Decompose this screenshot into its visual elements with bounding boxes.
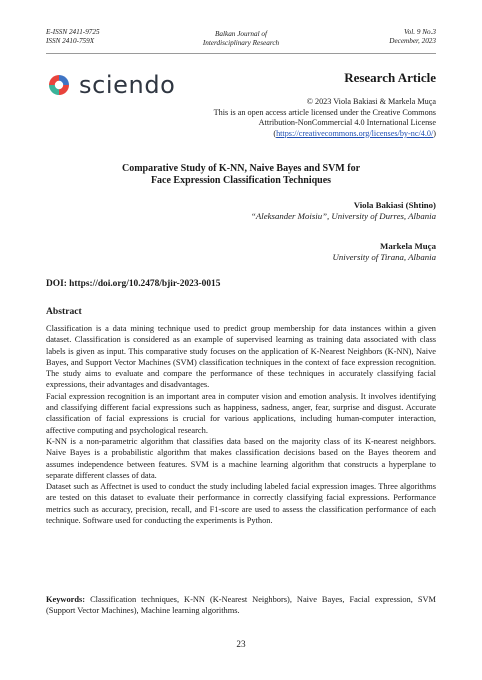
abstract-body — [46, 323, 436, 526]
author-2 — [333, 241, 436, 263]
sciendo-logo — [46, 72, 175, 98]
issn: ISSN 2410-759X — [46, 37, 95, 46]
keywords — [46, 594, 436, 617]
license-block — [214, 97, 436, 139]
title-line-1: Comparative Study of K-NN, Naive Bayes and SVM for — [121, 163, 361, 174]
journal-line-1: Balkan Journal of — [215, 30, 267, 38]
link-close-paren: ) — [433, 128, 436, 138]
doi[interactable]: DOI: https://doi.org/10.2478/bjir-2023-0015 — [46, 279, 221, 289]
paper-title — [0, 163, 482, 188]
author-1 — [251, 200, 436, 222]
keywords-label: Keywords: — [46, 595, 86, 604]
author-affiliation: University of Tirana, Albania — [332, 252, 436, 263]
volume: Vol. 9 No.3 — [404, 28, 436, 36]
abstract-paragraph: K-NN is a non-parametric algorithm that classifies data based on the majority class of its K-nearest neighbors. Naive Bayes is a probabilistic algorithm that makes classification decisions based on the Bayes theorem and assumes independence between features. SVM is a machine learning algorithm that constructs a hyperplane to separate different classes of data. — [46, 436, 436, 480]
license-line-2: Attribution-NonCommercial 4.0 International License — [258, 118, 436, 128]
title-line-2: Face Expression Classification Techniques — [150, 175, 332, 187]
author-name: Viola Bakiasi (Shtino) — [353, 200, 436, 210]
copyright-line: © 2023 Viola Bakiasi & Markela Muça — [306, 97, 436, 106]
abstract-paragraph: Dataset such as Affectnet is used to conduct the study including labeled facial expression images. Three algorithms are tested on this dataset to evaluate their performance in correctly classifying facial expressions. Performance metrics such as accuracy, precision, recall, and F1-score are used to assess the classification performance of each technique. Software used for conducting the experiments is Python. — [46, 482, 436, 526]
abstract-paragraph: Classification is a data mining technique used to predict group membership for data instances within a given dataset. Classification is considered as an example of supervised learning as training data associated with class labels is given as input. This comparative study focuses on the application of K-Nearest Neighbors (K-NN), Naive Bayes, and Support Vector Machines (SVM) classification techniques in the context of face expression recognition. The study aims to evaluate and compare the performance of these techniques in accurately classifying facial expressions, their advantages and disadvantages. — [46, 324, 436, 390]
eissn: E-ISSN 2411-9725 — [46, 28, 100, 36]
header-divider — [46, 53, 436, 54]
sciendo-wordmark: sciendo — [79, 71, 176, 99]
issue-date: December, 2023 — [389, 37, 436, 46]
page-number: 23 — [236, 639, 246, 649]
license-line-1: This is an open access article licensed under the Creative Commons — [213, 107, 436, 117]
license-link[interactable]: https://creativecommons.org/licenses/by-nc/4.0/ — [276, 128, 434, 138]
author-name: Markela Muça — [380, 241, 436, 251]
keywords-text: Classification techniques, K-NN (K-Nearest Neighbors), Naive Bayes, Facial expression, SVM (Support Vector Machines), Machine learning algorithms. — [46, 595, 436, 616]
journal-line-2: Interdisciplinary Research — [202, 39, 280, 48]
abstract-heading: Abstract — [46, 306, 82, 317]
license-link-line — [214, 129, 436, 140]
sciendo-logo-icon — [46, 72, 72, 98]
article-type: Research Article — [344, 70, 436, 85]
link-open-paren: ( — [273, 128, 277, 138]
abstract-paragraph: Facial expression recognition is an important area in computer vision and emotion analysis. It involves identifying and classifying different facial expressions such as happiness, sadness, anger, fear, surprise and disgust. Accurate classification of facial expressions is crucial for various applications, including human-computer interaction, affective computing and psychological research. — [46, 391, 436, 435]
issue-block — [389, 28, 436, 47]
author-affiliation: “Aleksander Moisiu”, University of Durres, Albania — [251, 211, 436, 222]
